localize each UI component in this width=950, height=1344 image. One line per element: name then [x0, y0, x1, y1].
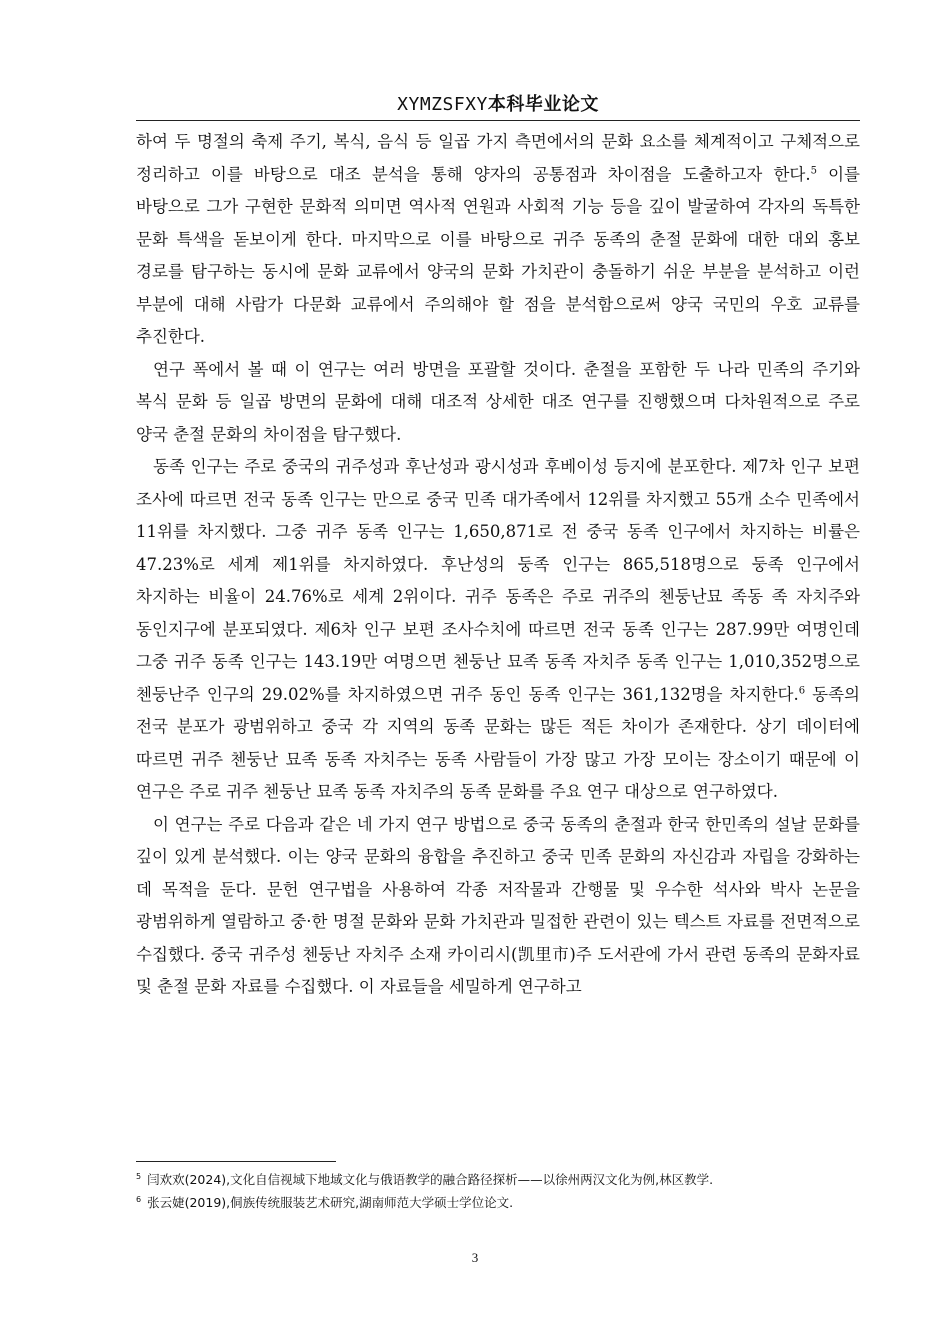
footnote-mark: 6	[136, 1195, 142, 1205]
paragraph-text: 동족의 전국 분포가 광범위하고 중국 각 지역의 동족 문화는 많든 적든 차이가 존재한다. 상기 데이터에 따르면 귀주 첸둥난 묘족 동족 자치주는 동족 사람들이 가장 많고 가장 모이는 장소이기 때문에 이 연구은 주로 귀주 첸둥난 묘족 동족 자치주의 동족 문화를 주요 연구 대상으로 연구하였다.	[136, 684, 860, 801]
paragraph-text: 이 연구는 주로 다음과 같은 네 가지 연구 방법으로 중국 동족의 춘절과 한국 한민족의 설날 문화를 깊이 있게 분석했다. 이는 양국 문화의 융합을 추진하고 중국 민족 문화의 자신감과 자립을 강화하는 데 목적을 둔다. 문헌 연구법을 사용하여 각종 저작물과 간행물 및 우수한 석사와 박사 논문을 광범위하게 열람하고 중·한 명절 문화와 문화 가치관과 밀접한 관련이 있는 텍스트 자료를 전면적으로 수집했다. 중국 귀주성 첸둥난 자치주 소재 카이리시(凯里市)주 도서관에 가서 관련 동족의 문화자료 및 춘절 문화 자료를 수집했다. 이 자료들을 세밀하게 연구하고	[136, 814, 860, 996]
paragraph-text: 연구 폭에서 볼 때 이 연구는 여러 방면을 포괄할 것이다. 춘절을 포함한 두 나라 민족의 주기와 복식 문화 등 일곱 방면의 문화에 대해 대조적 상세한 대조 연구를 진행했으며 다차원적으로 주로 양국 춘절 문화의 차이점을 탐구했다.	[136, 359, 860, 444]
footnote-item	[136, 1167, 860, 1190]
footnote-divider	[136, 1161, 336, 1162]
header-title: 本科毕业论文	[487, 94, 599, 115]
running-header	[136, 92, 860, 117]
footnote-text: 张云婕(2019),侗族传统服装艺术研究,湖南师范大学硕士学位论文.	[147, 1195, 514, 1211]
footnote-mark: 5	[136, 1172, 142, 1181]
body-paragraph	[136, 354, 860, 452]
header-code: XYMZSFXY	[397, 94, 488, 115]
header-divider	[136, 120, 860, 121]
footnotes	[136, 1167, 860, 1213]
paragraph-text: 동족 인구는 주로 중국의 귀주성과 후난성과 광시성과 후베이성 등지에 분포한다. 제7차 인구 보편 조사에 따르면 전국 동족 인구는 만으로 중국 민족 대가족에서 12위를 차지했고 55개 소수 민족에서 11위를 차지했다. 그중 귀주 동족 인구는 1,650,871로 전 중국 동족 인구에서 차지하는 비률은 47.23%로 세계 제1위를 차지하였다. 후난성의 둥족 인구는 865,518명으로 둥족 인구에서 차지하는 비율이 24.76%로 세계 2위이다. 귀주 동족은 주로 귀주의 첸둥난묘 족동 족 자치주와 동인지구에 분포되였다. 제6차 인구 보편 조사수치에 따르면 전국 동족 인구는 287.99만 여명인데 그중 귀주 동족 인구는 143.19만 여명으면 첸둥난 묘족 동족 자치주 동족 인구는 1,010,352명으로 첸둥난주 인구의 29.02%를 차지하였으면 귀주 동인 동족 인구는 361,132명을 차지한다.	[136, 457, 860, 704]
footnote-text: 闫欢欢(2024),文化自信视域下地域文化与俄语教学的融合路径探析——以徐州两汉文化为例,林区教学.	[147, 1172, 714, 1188]
page-number: 3	[471, 1250, 479, 1265]
paragraph-text: 하여 두 명절의 축제 주기, 복식, 음식 등 일곱 가지 측면에서의 문화 요소를 체계적이고 구체적으로 정리하고 이를 바탕으로 대조 분석을 통해 양자의 공통점과 차이점을 도출하고자 한다.	[136, 132, 860, 184]
footnote-reference[interactable]: 5	[810, 165, 817, 176]
footnote-reference[interactable]: 6	[798, 685, 806, 696]
body-paragraph	[136, 451, 860, 809]
body-paragraph	[136, 809, 860, 1004]
body-text	[136, 126, 860, 1004]
paragraph-text: 이를 바탕으로 그가 구현한 문화적 의미면 역사적 연원과 사회적 기능 등을 깊이 발굴하여 각자의 독특한 문화 특색을 돋보이게 한다. 마지막으로 이를 바탕으로 귀주 동족의 춘절 문화에 대한 대외 홍보 경로를 탐구하는 동시에 문화 교류에서 양국의 문화 가치관이 충돌하기 쉬운 부분을 분석하고 이런 부분에 대해 사람가 다문화 교류에서 주의해야 할 점을 분석함으로써 양국 국민의 우호 교류를 추진한다.	[136, 164, 860, 346]
body-paragraph	[136, 126, 860, 354]
footnote-item	[136, 1190, 860, 1213]
